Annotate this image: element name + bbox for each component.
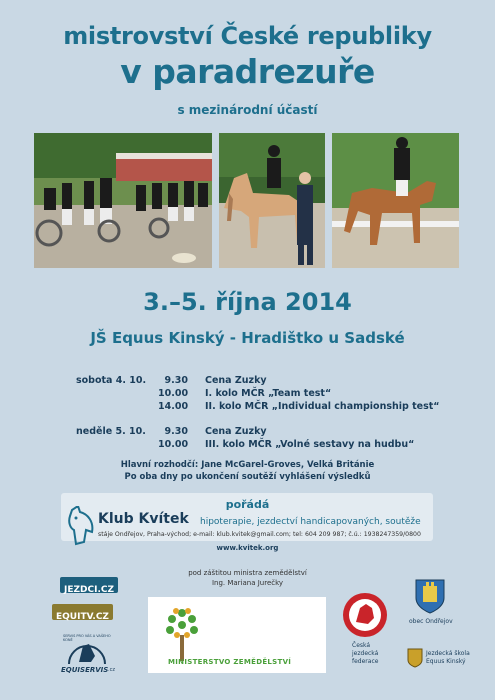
organizer-address: stáje Ondřejov, Praha-východ; e-mail: klub.kvitek@gmail.com; tel: 604 209 987; č.ú.: 1938247359/0800	[98, 531, 421, 538]
jezdci-text: JEZDCI.CZ	[64, 585, 114, 595]
schedule-time: 9.30	[164, 426, 188, 437]
organizer-label: pořádá	[225, 498, 270, 511]
organizer-tagline: hipoterapie, jezdectví handicapovaných, soutěže	[200, 517, 421, 527]
schedule-event: I. kolo MČR „Team test“	[205, 388, 332, 399]
equus-line: Jezdecká škola	[426, 650, 470, 657]
ministry-logo-box	[148, 597, 326, 673]
subtitle: s mezinárodní účastí	[177, 103, 318, 117]
equitv-logo[interactable]	[52, 604, 113, 620]
schedule-time: 10.00	[158, 388, 189, 399]
judge-note: Hlavní rozhodčí: Jane McGarel-Groves, Velká Británie	[120, 460, 375, 470]
ministry-name: MINISTERSTVO ZEMĚDĚLSTVÍ	[168, 658, 292, 666]
results-note: Po oba dny po ukončení soutěží vyhlášení výsledků	[124, 472, 371, 482]
photo-riders-group	[34, 133, 212, 268]
cjf-line: jezdecká	[352, 650, 379, 657]
equiservis-arc-text: SERVIS PRO VÁS A VAŠEHO KONĚ	[63, 634, 111, 642]
schedule-time: 9.30	[164, 375, 188, 386]
coat-of-arms-icon	[414, 578, 446, 614]
jezdci-logo[interactable]	[60, 577, 118, 593]
equus-line: Equus Kinský	[426, 658, 466, 665]
schedule-day: sobota 4. 10.	[76, 375, 147, 386]
schedule-day: neděle 5. 10.	[76, 426, 146, 437]
organizer-name: Klub Kvítek	[98, 511, 189, 527]
cjf-line: federace	[352, 658, 379, 665]
cjf-name	[352, 642, 378, 666]
cjf-emblem-icon	[342, 592, 388, 638]
schedule-event: Cena Zuzky	[205, 375, 267, 386]
tree-icon	[162, 605, 202, 663]
equus-name	[426, 650, 470, 666]
ondrejov-crest[interactable]	[414, 578, 446, 614]
organizer-web[interactable]: www.kvitek.org	[216, 544, 279, 552]
cjf-logo[interactable]	[342, 592, 388, 638]
title-line-1: mistrovství České republiky	[63, 22, 432, 50]
equiservis-text: EQUISERVIS	[61, 666, 109, 674]
schedule-time: 14.00	[158, 401, 189, 412]
schedule-time: 10.00	[158, 439, 189, 450]
equiservis-small: .cz	[108, 667, 115, 673]
event-date: 3.–5. října 2014	[143, 288, 352, 316]
equus-crest[interactable]	[407, 648, 423, 668]
ondrejov-name: obec Ondřejov	[409, 618, 453, 625]
cjf-line: Česká	[352, 642, 371, 649]
horse-head-icon	[64, 506, 98, 546]
title-line-2: v paradrezuře	[120, 52, 375, 91]
schedule-event: Cena Zuzky	[205, 426, 267, 437]
patron-line-1: pod záštitou ministra zemědělství	[188, 569, 307, 577]
schedule-event: II. kolo MČR „Individual championship test“	[205, 401, 440, 412]
equitv-text: EQUITV.CZ	[56, 612, 109, 622]
patron-line-2: Ing. Mariana Jurečky	[211, 579, 284, 587]
photo-horse-presentation	[219, 133, 325, 268]
equiservis-logo[interactable]	[55, 632, 119, 678]
event-venue: JŠ Equus Kinský - Hradištko u Sadské	[90, 329, 405, 347]
schedule-event: III. kolo MČR „Volné sestavy na hudbu“	[205, 439, 415, 450]
photo-dressage-rider	[332, 133, 459, 268]
shield-icon	[407, 648, 423, 668]
